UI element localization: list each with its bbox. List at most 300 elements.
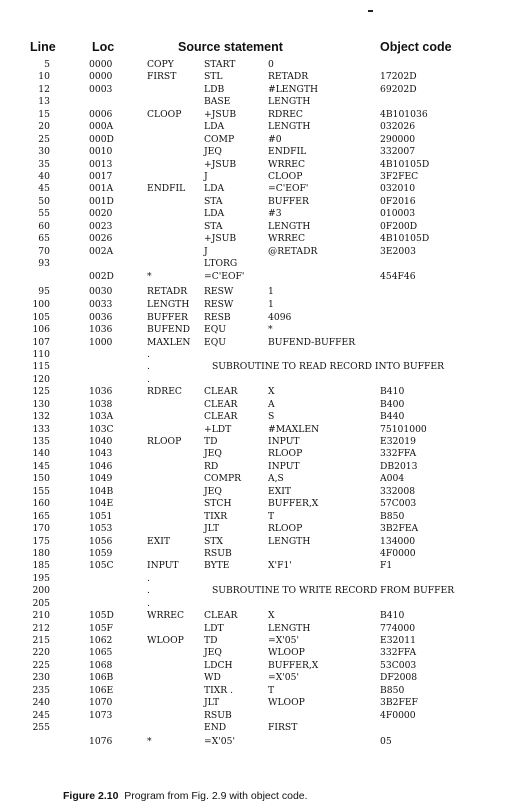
line-number: 135 bbox=[32, 436, 50, 448]
opcode: END bbox=[204, 722, 227, 734]
listing-row bbox=[0, 573, 520, 585]
line-number: 160 bbox=[32, 498, 50, 510]
object-code: 332FFA bbox=[380, 448, 417, 460]
object-code: 332FFA bbox=[380, 647, 417, 659]
listing-row bbox=[0, 96, 520, 108]
listing-row bbox=[0, 735, 520, 749]
label: . bbox=[147, 348, 150, 360]
line-number: 132 bbox=[32, 411, 50, 423]
location: 1073 bbox=[89, 709, 113, 721]
line-number: 255 bbox=[32, 722, 50, 734]
line-number: 133 bbox=[32, 423, 50, 435]
line-number: 210 bbox=[32, 610, 50, 622]
operand: RETADR bbox=[268, 71, 309, 83]
line-number: 140 bbox=[32, 448, 50, 460]
line-number: 235 bbox=[32, 684, 50, 696]
opcode: LDCH bbox=[204, 659, 233, 671]
listing-row bbox=[0, 598, 520, 610]
operand: INPUT bbox=[268, 436, 300, 448]
listing-row bbox=[0, 523, 520, 535]
label: . bbox=[147, 597, 150, 609]
listing-row bbox=[0, 299, 520, 311]
location: 0013 bbox=[89, 158, 113, 170]
line-number: 175 bbox=[32, 535, 50, 547]
listing-row bbox=[0, 548, 520, 560]
listing-row bbox=[0, 361, 520, 373]
operand: X'F1' bbox=[268, 560, 292, 572]
line-number: 25 bbox=[38, 133, 50, 145]
location: 0036 bbox=[89, 311, 113, 323]
operand: LENGTH bbox=[268, 220, 311, 232]
object-code: 57C003 bbox=[380, 498, 417, 510]
operand: =C'EOF' bbox=[268, 183, 309, 195]
operand: #3 bbox=[268, 208, 282, 220]
operand: =X'05' bbox=[268, 635, 299, 647]
object-code: A004 bbox=[380, 473, 405, 485]
listing-row bbox=[0, 585, 520, 597]
object-code: B850 bbox=[380, 684, 405, 696]
listing-row bbox=[0, 660, 520, 672]
object-code: 4F0000 bbox=[380, 547, 416, 559]
operand: RDREC bbox=[268, 108, 303, 120]
line-number: 165 bbox=[32, 510, 50, 522]
listing-row bbox=[0, 722, 520, 734]
operand: 0 bbox=[268, 59, 274, 70]
object-code: 69202D bbox=[380, 83, 417, 95]
operand: BUFEND-BUFFER bbox=[268, 336, 356, 348]
operand: FIRST bbox=[268, 722, 298, 734]
opcode: TD bbox=[204, 635, 218, 647]
label: MAXLEN bbox=[147, 336, 191, 348]
location: 0023 bbox=[89, 220, 113, 232]
listing-row bbox=[0, 196, 520, 208]
listing-row bbox=[0, 536, 520, 548]
line-number: 12 bbox=[38, 83, 50, 95]
object-code: 3B2FEA bbox=[380, 523, 419, 535]
operand: =X'05' bbox=[268, 672, 299, 684]
opcode: TIXR . bbox=[204, 684, 234, 696]
location: 002D bbox=[89, 271, 114, 283]
listing-row bbox=[0, 498, 520, 510]
location: 1040 bbox=[89, 436, 113, 448]
operand: WRREC bbox=[268, 233, 306, 245]
line-number: 70 bbox=[38, 245, 50, 257]
listing-row bbox=[0, 697, 520, 709]
label: . bbox=[147, 585, 150, 597]
line-number: 93 bbox=[38, 258, 50, 269]
opcode: =C'EOF' bbox=[204, 271, 245, 283]
opcode: LTORG bbox=[204, 258, 238, 269]
operand: LENGTH bbox=[268, 622, 311, 634]
listing-row bbox=[0, 511, 520, 523]
opcode: TD bbox=[204, 436, 218, 448]
listing-row bbox=[0, 647, 520, 659]
line-number: 13 bbox=[38, 96, 50, 108]
line-number: 130 bbox=[32, 398, 50, 410]
location: 104B bbox=[89, 485, 114, 497]
line-number: 212 bbox=[32, 622, 50, 634]
listing-row bbox=[0, 349, 520, 361]
location: 1065 bbox=[89, 647, 113, 659]
opcode: RESW bbox=[204, 285, 234, 297]
location: 0017 bbox=[89, 170, 113, 182]
opcode: JLT bbox=[204, 697, 220, 709]
operand: INPUT bbox=[268, 460, 300, 472]
location: 1046 bbox=[89, 460, 113, 472]
location: 1043 bbox=[89, 448, 113, 460]
location: 1076 bbox=[89, 735, 113, 747]
listing-row bbox=[0, 121, 520, 133]
listing-row bbox=[0, 337, 520, 349]
object-code: 3E2003 bbox=[380, 245, 416, 257]
object-code: E32011 bbox=[380, 635, 416, 647]
listing-row bbox=[0, 424, 520, 436]
label: WLOOP bbox=[147, 635, 184, 647]
location: 0006 bbox=[89, 108, 113, 120]
location: 002A bbox=[89, 245, 114, 257]
label: LENGTH bbox=[147, 299, 190, 311]
object-code: 05 bbox=[380, 735, 392, 747]
operand: EXIT bbox=[268, 485, 292, 497]
object-code: 17202D bbox=[380, 71, 417, 83]
object-code: 0F2016 bbox=[380, 195, 416, 207]
label: INPUT bbox=[147, 560, 179, 572]
opcode: RSUB bbox=[204, 709, 232, 721]
line-number: 120 bbox=[32, 373, 50, 385]
line-number: 200 bbox=[32, 585, 50, 597]
line-number: 95 bbox=[38, 285, 50, 297]
label: BUFFER bbox=[147, 311, 188, 323]
listing-row bbox=[0, 258, 520, 270]
operand: RLOOP bbox=[268, 448, 303, 460]
object-code: 3F2FEC bbox=[380, 170, 419, 182]
operand: T bbox=[268, 510, 275, 522]
object-code: F1 bbox=[380, 560, 393, 572]
listing-row bbox=[0, 610, 520, 622]
opcode: =X'05' bbox=[204, 735, 235, 747]
location: 000A bbox=[89, 121, 114, 133]
listing-row bbox=[0, 312, 520, 324]
object-code: 53C003 bbox=[380, 659, 417, 671]
line-number: 15 bbox=[38, 108, 50, 120]
listing-row bbox=[0, 171, 520, 183]
object-code: 4B10105D bbox=[380, 158, 430, 170]
location: 1053 bbox=[89, 523, 113, 535]
line-number: 45 bbox=[38, 183, 50, 195]
label: * bbox=[147, 271, 152, 283]
object-code: B410 bbox=[380, 610, 405, 622]
operand: @RETADR bbox=[268, 245, 318, 257]
location: 1062 bbox=[89, 635, 113, 647]
location: 0003 bbox=[89, 83, 113, 95]
label: COPY bbox=[147, 59, 174, 70]
opcode: CLEAR bbox=[204, 411, 238, 423]
listing-row bbox=[0, 146, 520, 158]
opcode: J bbox=[204, 170, 208, 182]
location: 104E bbox=[89, 498, 114, 510]
opcode: CLEAR bbox=[204, 398, 238, 410]
line-number: 106 bbox=[32, 324, 50, 336]
opcode: LDA bbox=[204, 183, 225, 195]
listing-row bbox=[0, 623, 520, 635]
listing-row bbox=[0, 246, 520, 258]
location: 103C bbox=[89, 423, 114, 435]
location: 0033 bbox=[89, 299, 113, 311]
comment: SUBROUTINE TO READ RECORD INTO BUFFER bbox=[212, 361, 445, 373]
listing-row bbox=[0, 221, 520, 233]
line-number: 195 bbox=[32, 572, 50, 584]
opcode: WD bbox=[204, 672, 221, 684]
listing-row bbox=[0, 134, 520, 146]
location: 1051 bbox=[89, 510, 113, 522]
listing-row bbox=[0, 448, 520, 460]
location: 1036 bbox=[89, 324, 113, 336]
opcode: LDA bbox=[204, 208, 225, 220]
object-code: 134000 bbox=[380, 535, 416, 547]
line-number: 230 bbox=[32, 672, 50, 684]
opcode: STL bbox=[204, 71, 223, 83]
listing-row bbox=[0, 233, 520, 245]
location: 1056 bbox=[89, 535, 113, 547]
object-code: B440 bbox=[380, 411, 405, 423]
location: 001A bbox=[89, 183, 114, 195]
object-code: 290000 bbox=[380, 133, 416, 145]
label: . bbox=[147, 361, 150, 373]
operand: #MAXLEN bbox=[268, 423, 320, 435]
listing-row bbox=[0, 270, 520, 284]
object-code: 0F200D bbox=[380, 220, 418, 232]
opcode: STX bbox=[204, 535, 223, 547]
opcode: JEQ bbox=[204, 647, 222, 659]
opcode: +LDT bbox=[204, 423, 232, 435]
location: 1038 bbox=[89, 398, 113, 410]
listing-row bbox=[0, 386, 520, 398]
label: EXIT bbox=[147, 535, 171, 547]
operand: WLOOP bbox=[268, 647, 305, 659]
opcode: STCH bbox=[204, 498, 232, 510]
listing-row bbox=[0, 183, 520, 195]
line-number: 145 bbox=[32, 460, 50, 472]
object-code: E32019 bbox=[380, 436, 416, 448]
object-code: 3B2FEF bbox=[380, 697, 418, 709]
label: RETADR bbox=[147, 285, 188, 297]
opcode: JEQ bbox=[204, 485, 222, 497]
listing-row bbox=[0, 109, 520, 121]
location: 105C bbox=[89, 560, 114, 572]
listing-row bbox=[0, 635, 520, 647]
opcode: COMP bbox=[204, 133, 235, 145]
opcode: RD bbox=[204, 460, 219, 472]
label: * bbox=[147, 735, 152, 747]
line-number: 125 bbox=[32, 386, 50, 398]
opcode: EQU bbox=[204, 324, 226, 336]
header-loc: Loc bbox=[92, 40, 115, 54]
line-number: 60 bbox=[38, 220, 50, 232]
operand: S bbox=[268, 411, 275, 423]
location: 0000 bbox=[89, 71, 113, 83]
listing-row bbox=[0, 159, 520, 171]
comment: SUBROUTINE TO WRITE RECORD FROM BUFFER bbox=[212, 585, 455, 597]
operand: A,S bbox=[268, 473, 284, 485]
line-number: 225 bbox=[32, 659, 50, 671]
object-code: 774000 bbox=[380, 622, 416, 634]
opcode: CLEAR bbox=[204, 610, 238, 622]
figure-caption-text: Program from Fig. 2.9 with object code. bbox=[124, 790, 308, 802]
object-code: B400 bbox=[380, 398, 405, 410]
opcode: RESW bbox=[204, 299, 234, 311]
opcode: BYTE bbox=[204, 560, 230, 572]
line-number: 55 bbox=[38, 208, 50, 220]
label: FIRST bbox=[147, 71, 177, 83]
line-number: 205 bbox=[32, 597, 50, 609]
line-number: 50 bbox=[38, 195, 50, 207]
object-code: DB2013 bbox=[380, 460, 418, 472]
operand: RLOOP bbox=[268, 523, 303, 535]
opcode: +JSUB bbox=[204, 233, 237, 245]
line-number: 180 bbox=[32, 547, 50, 559]
location: 1059 bbox=[89, 547, 113, 559]
operand: X bbox=[268, 610, 275, 622]
line-number: 115 bbox=[32, 361, 50, 373]
object-code: 332008 bbox=[380, 485, 416, 497]
line-number: 20 bbox=[38, 121, 50, 133]
opcode: CLEAR bbox=[204, 386, 238, 398]
listing-row bbox=[0, 285, 520, 299]
line-number: 185 bbox=[32, 560, 50, 572]
listing-row bbox=[0, 208, 520, 220]
label: CLOOP bbox=[147, 108, 182, 120]
location: 0000 bbox=[89, 59, 113, 70]
operand: BUFFER,X bbox=[268, 659, 319, 671]
object-code: 332007 bbox=[380, 146, 416, 158]
listing-row bbox=[0, 324, 520, 336]
line-number: 40 bbox=[38, 170, 50, 182]
operand: X bbox=[268, 386, 275, 398]
opcode: JLT bbox=[204, 523, 220, 535]
location: 103A bbox=[89, 411, 114, 423]
listing-row bbox=[0, 84, 520, 96]
line-number: 110 bbox=[32, 348, 50, 360]
listing-row bbox=[0, 59, 520, 71]
line-number: 105 bbox=[32, 311, 50, 323]
opcode: RSUB bbox=[204, 547, 232, 559]
label: RLOOP bbox=[147, 436, 182, 448]
location: 1036 bbox=[89, 386, 113, 398]
location: 1000 bbox=[89, 336, 113, 348]
operand: LENGTH bbox=[268, 535, 311, 547]
location: 1068 bbox=[89, 659, 113, 671]
opcode: COMPR bbox=[204, 473, 242, 485]
object-code: 4F0000 bbox=[380, 709, 416, 721]
location: 1070 bbox=[89, 697, 113, 709]
line-number: 215 bbox=[32, 635, 50, 647]
location: 000D bbox=[89, 133, 114, 145]
listing-row bbox=[0, 710, 520, 722]
object-code: 032010 bbox=[380, 183, 416, 195]
object-code: 4B101036 bbox=[380, 108, 428, 120]
opcode: +JSUB bbox=[204, 158, 237, 170]
operand: BUFFER,X bbox=[268, 498, 319, 510]
object-code: 032026 bbox=[380, 121, 416, 133]
label: ENDFIL bbox=[147, 183, 186, 195]
header-line: Line bbox=[30, 40, 56, 54]
opcode: STA bbox=[204, 220, 223, 232]
operand: A bbox=[268, 398, 275, 410]
operand: WRREC bbox=[268, 158, 306, 170]
listing-row bbox=[0, 461, 520, 473]
listing-row bbox=[0, 374, 520, 386]
location: 0010 bbox=[89, 146, 113, 158]
operand: CLOOP bbox=[268, 170, 303, 182]
object-code: 454F46 bbox=[380, 271, 416, 283]
opcode: TIXR bbox=[204, 510, 228, 522]
opcode: STA bbox=[204, 195, 223, 207]
operand: LENGTH bbox=[268, 96, 311, 108]
line-number: 150 bbox=[32, 473, 50, 485]
operand: LENGTH bbox=[268, 121, 311, 133]
figure-label: Figure 2.10 bbox=[63, 790, 119, 802]
operand: T bbox=[268, 684, 275, 696]
header-object-code: Object code bbox=[380, 40, 452, 54]
opcode: JEQ bbox=[204, 448, 222, 460]
header-source-statement: Source statement bbox=[178, 40, 283, 54]
object-code: 4B10105D bbox=[380, 233, 430, 245]
label: WRREC bbox=[147, 610, 185, 622]
label: . bbox=[147, 572, 150, 584]
figure-caption bbox=[63, 790, 308, 802]
opcode: RESB bbox=[204, 311, 231, 323]
listing-row bbox=[0, 473, 520, 485]
location: 0026 bbox=[89, 233, 113, 245]
location: 106E bbox=[89, 684, 114, 696]
operand: #0 bbox=[268, 133, 282, 145]
location: 1049 bbox=[89, 473, 113, 485]
object-code: 010003 bbox=[380, 208, 416, 220]
opcode: LDT bbox=[204, 622, 224, 634]
line-number: 220 bbox=[32, 647, 50, 659]
line-number: 245 bbox=[32, 709, 50, 721]
line-number: 10 bbox=[38, 71, 50, 83]
label: BUFEND bbox=[147, 324, 190, 336]
line-number: 30 bbox=[38, 146, 50, 158]
opcode: JEQ bbox=[204, 146, 222, 158]
label: . bbox=[147, 373, 150, 385]
location: 0020 bbox=[89, 208, 113, 220]
location: 105F bbox=[89, 622, 113, 634]
object-code: B850 bbox=[380, 510, 405, 522]
location: 105D bbox=[89, 610, 114, 622]
line-number: 155 bbox=[32, 485, 50, 497]
opcode: LDB bbox=[204, 83, 225, 95]
object-code: 75101000 bbox=[380, 423, 427, 435]
line-number: 65 bbox=[38, 233, 50, 245]
line-number: 35 bbox=[38, 158, 50, 170]
operand: BUFFER bbox=[268, 195, 309, 207]
listing-row bbox=[0, 436, 520, 448]
listing-row bbox=[0, 685, 520, 697]
line-number: 100 bbox=[32, 299, 50, 311]
stray-mark bbox=[368, 10, 373, 12]
operand: 1 bbox=[268, 285, 274, 297]
line-number: 107 bbox=[32, 336, 50, 348]
operand: WLOOP bbox=[268, 697, 305, 709]
opcode: J bbox=[204, 245, 208, 257]
operand: * bbox=[268, 324, 273, 336]
location: 106B bbox=[89, 672, 114, 684]
listing-row bbox=[0, 560, 520, 572]
operand: 4096 bbox=[268, 311, 292, 323]
location: 0030 bbox=[89, 285, 113, 297]
